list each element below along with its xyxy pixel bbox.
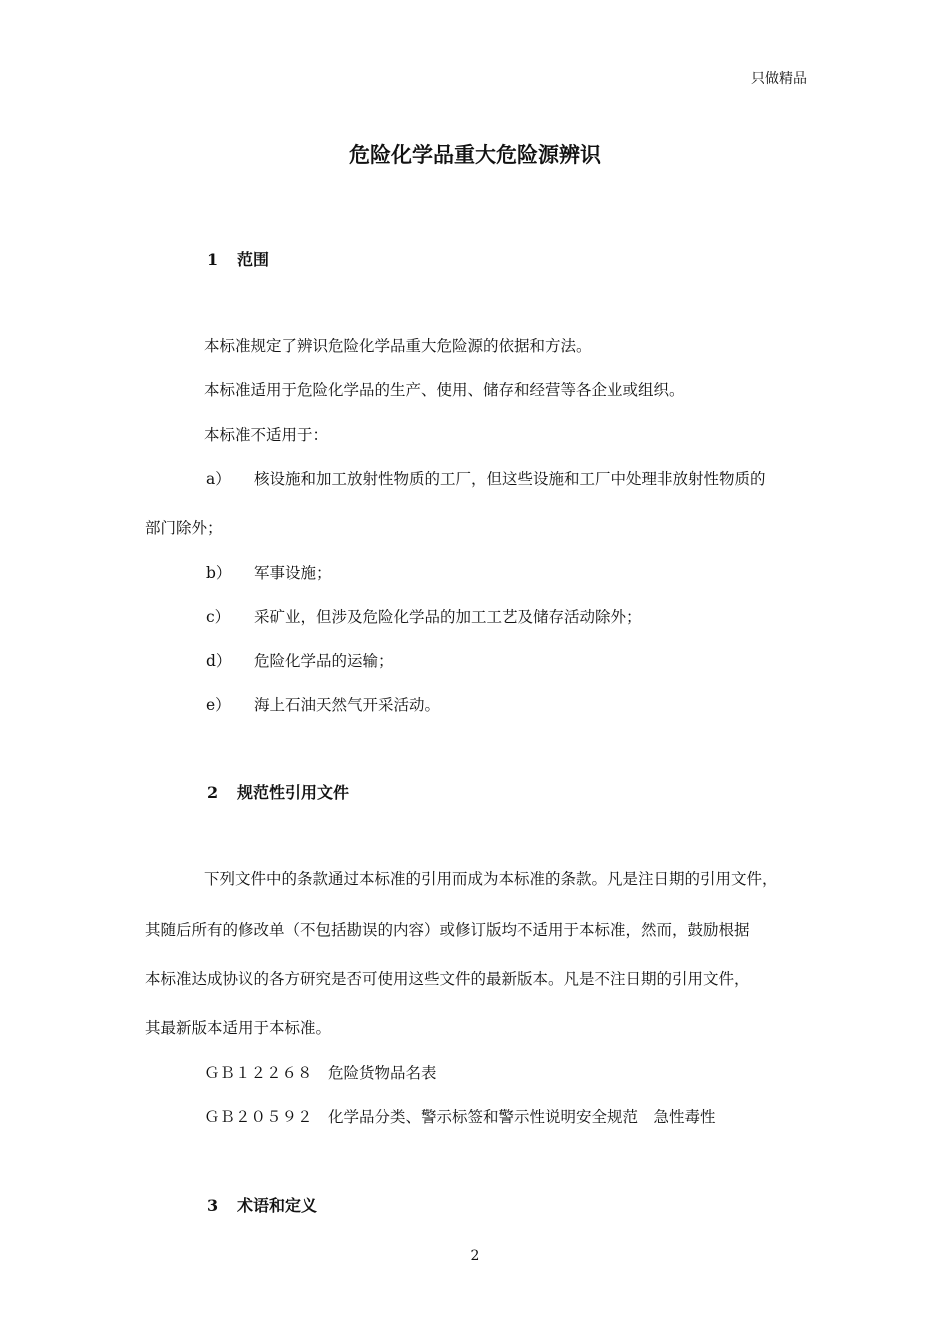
paragraph-line: 其最新版本适用于本标准。	[145, 1019, 332, 1037]
paragraph: 本标准不适用于：	[204, 426, 329, 444]
document-title: 危险化学品重大危险源辨识	[349, 142, 601, 167]
list-item	[206, 605, 642, 627]
section-title: 范围	[237, 250, 270, 269]
reference-title: 危险货物品名表	[328, 1064, 437, 1082]
list-item-text: 危险化学品的运输；	[254, 652, 394, 670]
list-item-text: 军事设施；	[254, 564, 332, 582]
list-item-label: a）	[206, 470, 231, 488]
list-item-label: b）	[206, 564, 232, 582]
reference-item	[204, 1105, 716, 1127]
section-title: 术语和定义	[237, 1196, 318, 1215]
section-3-heading	[207, 1193, 317, 1216]
list-item-text: 核设施和加工放射性物质的工厂，但这些设施和工厂中处理非放射性物质的	[254, 470, 766, 488]
list-item-label: d）	[206, 652, 232, 670]
section-number: 2	[207, 783, 219, 802]
list-item-continuation: 部门除外；	[145, 519, 223, 537]
page-header: 只做精品	[751, 71, 807, 87]
list-item	[206, 693, 440, 715]
list-item	[206, 561, 332, 583]
list-item	[206, 649, 394, 671]
section-2-heading	[207, 780, 349, 803]
list-item-label: c）	[206, 608, 231, 626]
section-title: 规范性引用文件	[237, 783, 350, 802]
reference-code: ＧＢ２０５９２	[204, 1108, 313, 1126]
section-1-heading	[207, 247, 269, 270]
list-item-text: 海上石油天然气开采活动。	[254, 696, 441, 714]
section-number: 3	[207, 1196, 219, 1215]
section-number: 1	[207, 250, 219, 269]
paragraph: 本标准适用于危险化学品的生产、使用、储存和经营等各企业或组织。	[204, 381, 685, 399]
list-item	[206, 467, 766, 489]
list-item-label: e）	[206, 696, 231, 714]
reference-code: ＧＢ１２２６８	[204, 1064, 313, 1082]
reference-title: 化学品分类、警示标签和警示性说明安全规范 急性毒性	[328, 1108, 716, 1126]
paragraph: 本标准规定了辨识危险化学品重大危险源的依据和方法。	[204, 337, 592, 355]
paragraph-line: 其随后所有的修改单（不包括勘误的内容）或修订版均不适用于本标准，然而，鼓励根据	[145, 921, 750, 939]
list-item-text: 采矿业，但涉及危险化学品的加工工艺及储存活动除外；	[254, 608, 642, 626]
paragraph-line: 下列文件中的条款通过本标准的引用而成为本标准的条款。凡是注日期的引用文件，	[204, 870, 778, 888]
reference-item	[204, 1061, 437, 1083]
page-number: 2	[470, 1248, 480, 1264]
paragraph-line: 本标准达成协议的各方研究是否可使用这些文件的最新版本。凡是不注日期的引用文件，	[145, 970, 750, 988]
